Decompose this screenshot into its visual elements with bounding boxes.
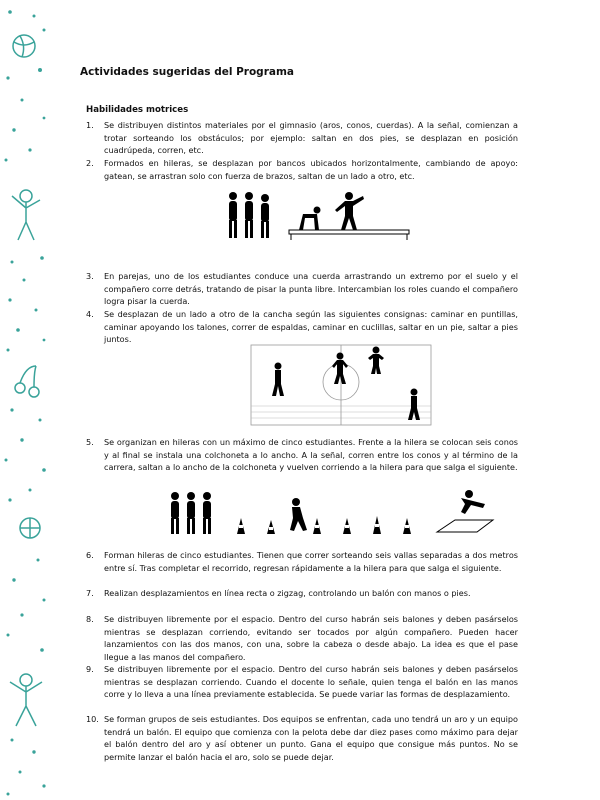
basketball-icon xyxy=(20,518,40,538)
item-number: 2. xyxy=(86,158,94,168)
cone xyxy=(403,518,411,534)
cone xyxy=(373,516,381,534)
item-number: 3. xyxy=(86,271,94,281)
item-text: Se desplazan de un lado a otro de la cancha según las siguientes consignas: caminar en puntillas, caminar apoyando los talones, correr de espaldas, caminar en cuclillas, saltar en un pie, saltar a pies juntos. xyxy=(104,309,518,344)
item-text: Forman hileras de cinco estudiantes. Tienen que correr sorteando seis vallas separadas a dos metros entre sí. Tras completar el recorrido, regresan rápidamente a la hilera para que salga el siguiente. xyxy=(104,550,518,573)
item-number: 4. xyxy=(86,309,94,319)
activity-item xyxy=(86,587,518,600)
item-text: Se distribuyen distintos materiales por el gimnasio (aros, conos, cuerdas). A la señal, comienzan a trotar sorteando los obstáculos; por ejemplo: saltan en dos pies, se desplazan en posición cuadrúpeda, corren, etc. xyxy=(104,120,518,155)
court-illustration xyxy=(250,344,432,426)
mat xyxy=(437,520,493,532)
item-text: Formados en hileras, se desplazan por bancos ubicados horizontalmente, cambiando de apoyo: gatean, se arrastran solo con fuerza de brazos, saltan de un lado a otro, etc. xyxy=(104,158,518,181)
crawling-figure xyxy=(299,207,321,231)
decorative-sidebar xyxy=(0,0,62,800)
item-text: En parejas, uno de los estudiantes conduce una cuerda arrastrando un extremo por el suelo y el compañero corre detrás, tratando de pisar la punta libre. Intercambian los roles cuando el compañero logra pisar la cuerda. xyxy=(104,271,518,306)
item-number: 7. xyxy=(86,588,94,598)
item-text: Se distribuyen libremente por el espacio. Dentro del curso habrán seis balones y deben pasárselos mientras se desplazan corriendo. Cuando el docente lo señale, quien tenga el balón en las manos corre y lo lleva a una línea previamente establecida. Se puede variar las formas de desplazamiento. xyxy=(104,664,518,699)
item-number: 1. xyxy=(86,120,94,130)
student-figure xyxy=(203,492,211,534)
cone xyxy=(313,518,321,534)
activity-item xyxy=(86,549,518,574)
activity-item xyxy=(86,713,518,763)
child-jumping-icon xyxy=(10,674,42,726)
section-title: Habilidades motrices xyxy=(86,105,189,115)
activity-item xyxy=(86,308,518,346)
bench xyxy=(289,230,409,234)
jumping-figure xyxy=(461,490,485,514)
activity-item xyxy=(86,613,518,663)
student-figure xyxy=(187,492,195,534)
item-text: Se distribuyen libremente por el espacio. Dentro del curso habrán seis balones y deben pasárselos mientras se desplazan corriendo, evitando ser tocados por algún compañero. Pueden hacer lanzamientos con las dos manos, con una, sobre la cabeza o desde abajo. La idea es que el pase llegue a las manos del compañero. xyxy=(104,614,518,662)
activity-item xyxy=(86,119,518,157)
item-number: 10. xyxy=(86,714,99,724)
ball-icon xyxy=(13,35,35,57)
activity-item xyxy=(86,157,518,182)
cone xyxy=(343,518,351,534)
item-text: Se forman grupos de seis estudiantes. Dos equipos se enfrentan, cada uno tendrá un aro y un equipo tendrá un balón. El equipo que comienza con la pelota debe dar diez pases como máximo para dejar el balón dentro del aro y así obtener un punto. Gana el equipo que consigue más puntos. No se permite lanzar el balón hacia el aro, solo se puede dejar. xyxy=(104,714,518,762)
cone xyxy=(237,518,245,534)
cone xyxy=(267,520,275,534)
activity-item xyxy=(86,436,518,474)
standing-figure xyxy=(335,192,364,230)
activity-item xyxy=(86,663,518,701)
running-figure xyxy=(290,498,307,531)
activity-item xyxy=(86,270,518,308)
item-text: Realizan desplazamientos en línea recta o zigzag, controlando un balón con manos o pies. xyxy=(104,588,471,598)
cherries-icon xyxy=(15,366,39,397)
child-figure-icon xyxy=(12,190,40,240)
student-figure xyxy=(171,492,179,534)
student-figure xyxy=(229,192,237,238)
cones-illustration xyxy=(165,490,495,536)
item-number: 5. xyxy=(86,437,94,447)
page-title: Actividades sugeridas del Programa xyxy=(80,66,294,78)
student-figure xyxy=(245,192,253,238)
item-text: Se organizan en hileras con un máximo de cinco estudiantes. Frente a la hilera se colocan seis conos y al final se instala una colchoneta a lo ancho. A la señal, corren entre los conos y al término de la carrera, saltan a lo ancho de la colchoneta y vuelven corriendo a la hilera para que salga el siguiente. xyxy=(104,437,518,472)
item-number: 6. xyxy=(86,550,94,560)
bench xyxy=(291,234,407,240)
bench-activity-illustration xyxy=(225,190,415,242)
item-number: 9. xyxy=(86,664,94,674)
item-number: 8. xyxy=(86,614,94,624)
student-figure xyxy=(261,194,269,238)
dot-pattern xyxy=(5,10,46,795)
